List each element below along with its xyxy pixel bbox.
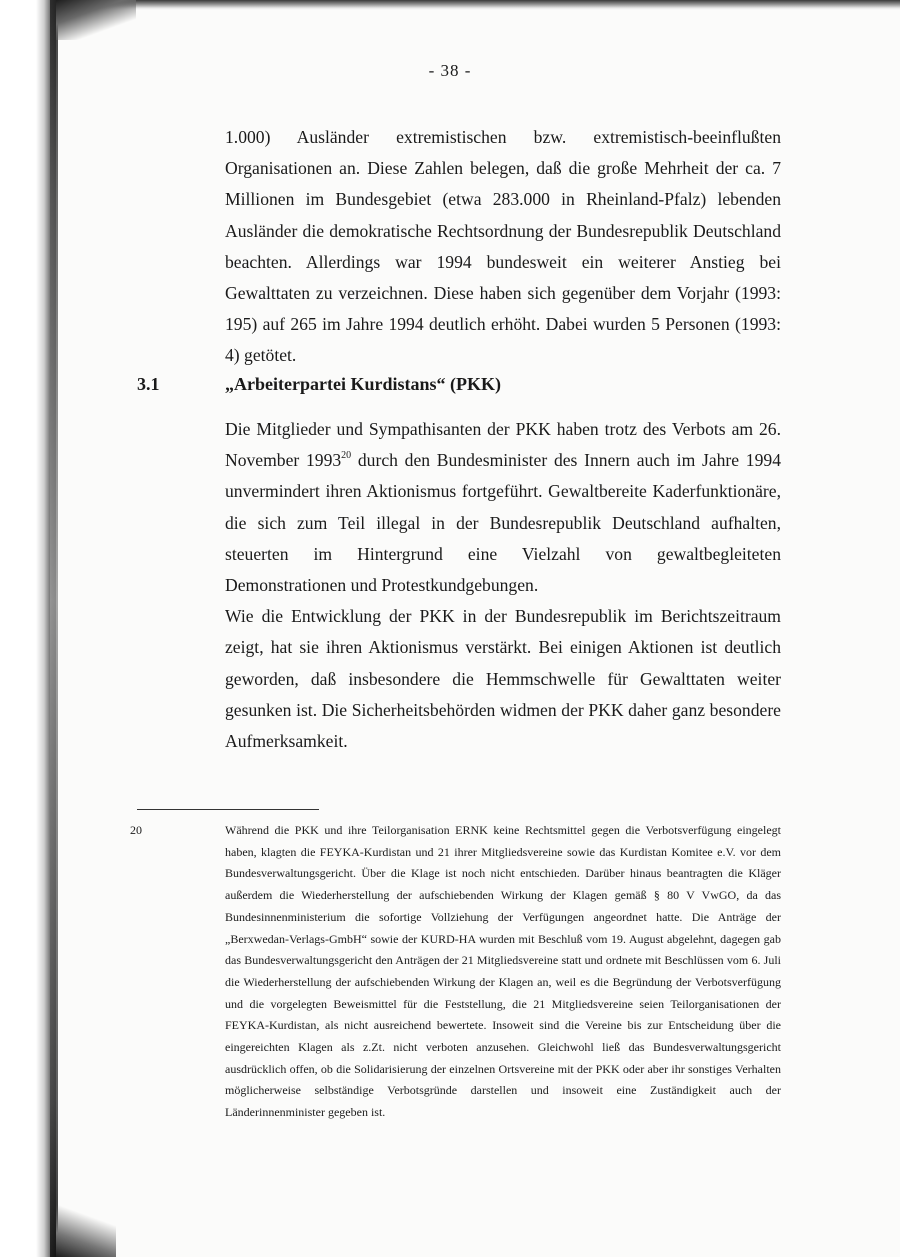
scan-top-edge-shadow bbox=[56, 0, 900, 10]
section-title: „Arbeiterpartei Kurdistans“ (PKK) bbox=[225, 374, 501, 394]
page-number: - 38 - bbox=[428, 61, 472, 80]
section-number: 3.1 bbox=[137, 374, 160, 394]
scan-bottom-corner-shadow bbox=[56, 1197, 116, 1257]
footnote-reference[interactable]: 20 bbox=[341, 450, 352, 462]
section-body bbox=[225, 414, 781, 757]
intro-text: 1.000) Ausländer extremistischen bzw. extremistisch-beeinflußten Organisationen an. Diese Zahlen belegen, daß die große Mehrheit der ca. 7 Millionen im Bundesgebiet (etwa 283.000 in Rheinland-Pfalz) lebenden Ausländer die demokratische Rechtsordnung der Bundesrepublik Deutschland beachten. Allerdings war 1994 bundesweit ein weiterer Anstieg bei Gewalttaten zu verzeichnen. Diese haben sich gegenüber dem Vorjahr (1993: 195) auf 265 im Jahre 1994 deutlich erhöht. Dabei wurden 5 Personen (1993: 4) getötet. bbox=[225, 127, 781, 366]
intro-paragraph bbox=[225, 122, 781, 372]
footnote-divider bbox=[137, 809, 319, 810]
scan-left-edge-shadow bbox=[0, 0, 56, 1257]
section-paragraph-1 bbox=[225, 414, 781, 601]
footnote-number: 20 bbox=[130, 823, 142, 837]
section-paragraph-2: Wie die Entwicklung der PKK in der Bundesrepublik im Berichtszeitraum zeigt, hat sie ihren Aktionismus verstärkt. Bei einigen Aktionen ist deutlich geworden, daß insbesondere die Hemmschwelle für Gewalttaten weiter gesunken ist. Die Sicherheitsbehörden widmen der PKK daher ganz besondere Aufmerksamkeit. bbox=[225, 606, 781, 752]
footnote-text: Während die PKK und ihre Teilorganisation ERNK keine Rechtsmittel gegen die Verbotsverfügung eingelegt haben, klagten die FEYKA-Kurdistan und 21 ihrer Mitgliedsvereine sowie das Kurdistan Komitee e.V. vor dem Bundesverwaltungsgericht. Über die Klage ist noch nicht entschieden. Darüber hinaus beantragten die Kläger außerdem die Wiederherstellung der aufschiebenden Wirkung der Klagen gemäß § 80 V VwGO, da das Bundesinnenministerium die sofortige Vollziehung der Verfügungen angeordnet hatte. Die Anträge der „Berxwedan-Verlags-GmbH“ sowie der KURD-HA wurden mit Beschluß vom 19. August abgelehnt, dagegen gab das Bundesverwaltungsgericht den Anträgen der 21 Mitgliedsvereine statt und ordnete mit Beschlüssen vom 6. Juli die Wiederherstellung der aufschiebenden Wirkung der Klagen an, weil es die Begründung der Verbotsverfügung und die vorgelegten Beweismittel für die Feststellung, die 21 Mitgliedsvereine seien Teilorganisationen der FEYKA-Kurdistan, als nicht ausreichend bewertete. Insoweit sind die Vereine bis zur Entscheidung über die eingereichten Klagen als z.Zt. nicht verboten anzusehen. Gleichwohl ließ das Bundesverwaltungsgericht ausdrücklich offen, ob die Solidarisierung der einzelnen Ortsvereine mit der PKK oder aber ihr sonstiges Verhalten möglicherweise selbständige Verbotsgründe darstellen und insoweit eine Zuständigkeit auch der Länderinnenminister gegeben ist. bbox=[225, 823, 781, 1120]
section-paragraph-1-start: Die Mitglieder und Sympathisanten der PKK haben trotz des Verbots am 26. November 1993 bbox=[225, 419, 781, 471]
section-paragraph-1-end: durch den Bundesminister des Innern auch im Jahre 1994 unvermindert ihren Aktionismus fortgeführt. Gewaltbereite Kaderfunktionäre, die sich zum Teil illegal in der Bundesrepublik Deutschland aufhalten, steuerten im Hintergrund eine Vielzahl von gewaltbegleiteten Demonstrationen und Protestkundgebungen. bbox=[225, 450, 781, 596]
scan-corner-shadow bbox=[56, 0, 136, 40]
